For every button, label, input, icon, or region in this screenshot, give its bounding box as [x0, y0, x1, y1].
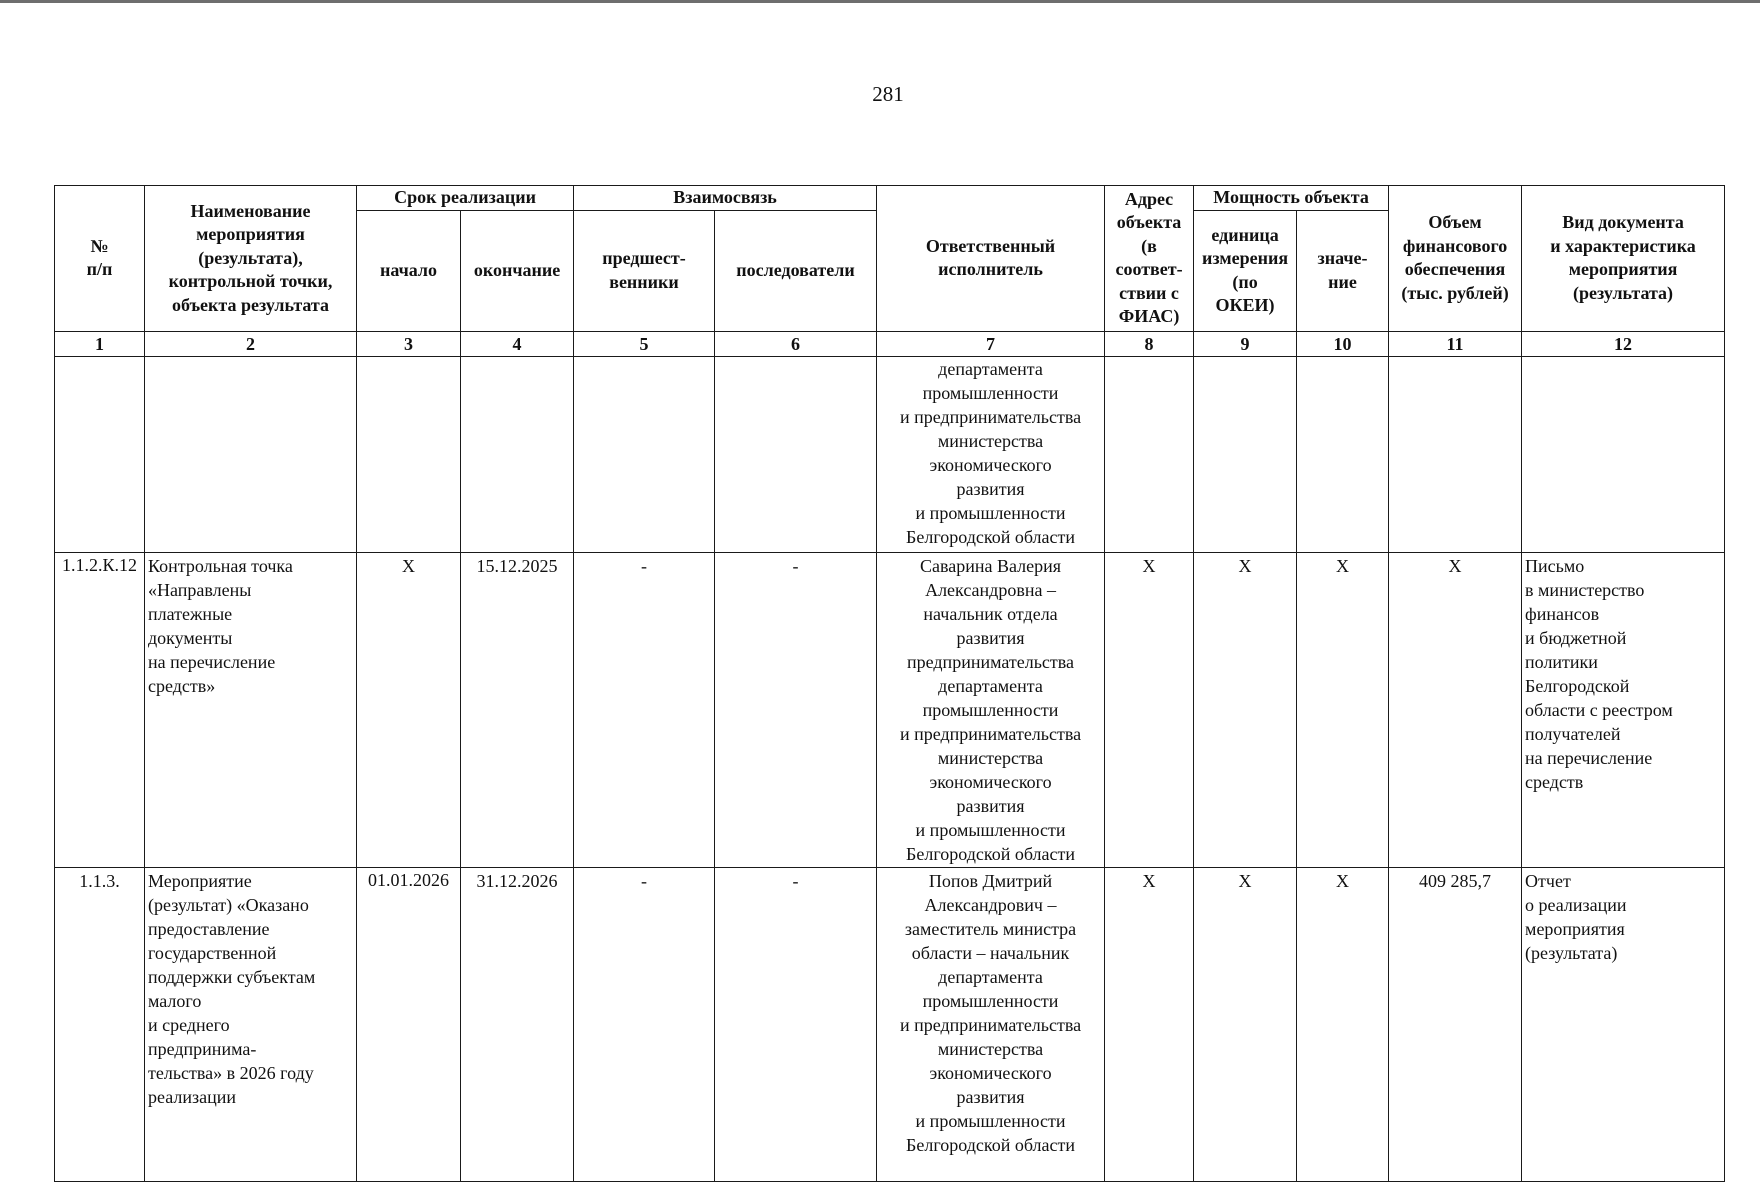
- cell-address: Х: [1105, 552, 1194, 867]
- column-number: 8: [1105, 331, 1194, 356]
- header-period-end: окончание: [461, 210, 574, 331]
- cell-predecessors: -: [574, 867, 715, 1181]
- page-number: 281: [872, 82, 904, 106]
- cell-start: Х: [357, 552, 461, 867]
- page-top-border: [0, 0, 1760, 3]
- cell-predecessors: [574, 356, 715, 552]
- cell-funding: [1389, 356, 1522, 552]
- cell-number: 1.1.3.: [55, 867, 145, 1181]
- header-capacity-group: Мощность объекта: [1194, 186, 1389, 211]
- table-row-checkpoint: [55, 552, 1725, 867]
- header-predecessors: предшест- венники: [574, 210, 715, 331]
- cell-funding: 409 285,7: [1389, 867, 1522, 1181]
- cell-address: Х: [1105, 867, 1194, 1181]
- header-responsible: Ответственный исполнитель: [877, 186, 1105, 332]
- cell-doc: Письмо в министерство финансов и бюджетной политики Белгородской области с реестром получателей на перечисление средств: [1522, 552, 1725, 867]
- column-number: 4: [461, 331, 574, 356]
- cell-start: [357, 356, 461, 552]
- column-number: 2: [145, 331, 357, 356]
- column-number: 1: [55, 331, 145, 356]
- cell-doc: Отчет о реализации мероприятия (результата): [1522, 867, 1725, 1181]
- cell-name: [145, 356, 357, 552]
- cell-capacity-value: [1297, 356, 1389, 552]
- header-number: № п/п: [55, 186, 145, 332]
- cell-capacity-unit: Х: [1194, 552, 1297, 867]
- cell-doc: [1522, 356, 1725, 552]
- cell-successors: [715, 356, 877, 552]
- table-row-continuation: [55, 356, 1725, 552]
- cell-funding: Х: [1389, 552, 1522, 867]
- cell-successors: -: [715, 552, 877, 867]
- header-funding: Объем финансового обеспечения (тыс. рублей): [1389, 186, 1522, 332]
- column-number: 7: [877, 331, 1105, 356]
- cell-successors: -: [715, 867, 877, 1181]
- header-capacity-value: значе- ние: [1297, 210, 1389, 331]
- cell-name: Мероприятие (результат) «Оказано предоставление государственной поддержки субъектам малого и среднего предпринима- тельства» в 2026 году реализации: [145, 867, 357, 1181]
- column-number: 6: [715, 331, 877, 356]
- cell-responsible: Попов Дмитрий Александрович – заместитель министра области – начальник департамента промышленности и предпринимательства министерства экономического развития и промышленности Белгородской области: [877, 867, 1105, 1181]
- header-capacity-unit: единица измерения (по ОКЕИ): [1194, 210, 1297, 331]
- cell-capacity-unit: [1194, 356, 1297, 552]
- plan-table: [54, 185, 1725, 1182]
- header-name: Наименование мероприятия (результата), контрольной точки, объекта результата: [145, 186, 357, 332]
- table-row-activity: [55, 867, 1725, 1181]
- header-link-group: Взаимосвязь: [574, 186, 877, 211]
- header-period-group: Срок реализации: [357, 186, 574, 211]
- header-successors: последователи: [715, 210, 877, 331]
- header-address: Адрес объекта (в соответ- ствии с ФИАС): [1105, 186, 1194, 332]
- cell-predecessors: -: [574, 552, 715, 867]
- cell-number: [55, 356, 145, 552]
- column-number: 12: [1522, 331, 1725, 356]
- cell-capacity-value: Х: [1297, 552, 1389, 867]
- column-number: 5: [574, 331, 715, 356]
- cell-end: [461, 356, 574, 552]
- cell-number: 1.1.2.К.12: [55, 552, 145, 867]
- column-number: 9: [1194, 331, 1297, 356]
- cell-capacity-value: Х: [1297, 867, 1389, 1181]
- column-number: 3: [357, 331, 461, 356]
- cell-start: 01.01.2026: [357, 867, 461, 1181]
- column-number-row: [55, 331, 1725, 356]
- cell-end: 15.12.2025: [461, 552, 574, 867]
- column-number: 11: [1389, 331, 1522, 356]
- header-doc-type: Вид документа и характеристика мероприятия (результата): [1522, 186, 1725, 332]
- cell-end: 31.12.2026: [461, 867, 574, 1181]
- column-number: 10: [1297, 331, 1389, 356]
- header-row-top: [55, 186, 1725, 211]
- cell-responsible: Саварина Валерия Александровна – начальник отдела развития предпринимательства департамента промышленности и предпринимательства министерства экономического развития и промышленности Белгородской области: [877, 552, 1105, 867]
- cell-name: Контрольная точка «Направлены платежные документы на перечисление средств»: [145, 552, 357, 867]
- cell-responsible: департамента промышленности и предпринимательства министерства экономического развития и промышленности Белгородской области: [877, 356, 1105, 552]
- cell-capacity-unit: Х: [1194, 867, 1297, 1181]
- header-period-start: начало: [357, 210, 461, 331]
- cell-address: [1105, 356, 1194, 552]
